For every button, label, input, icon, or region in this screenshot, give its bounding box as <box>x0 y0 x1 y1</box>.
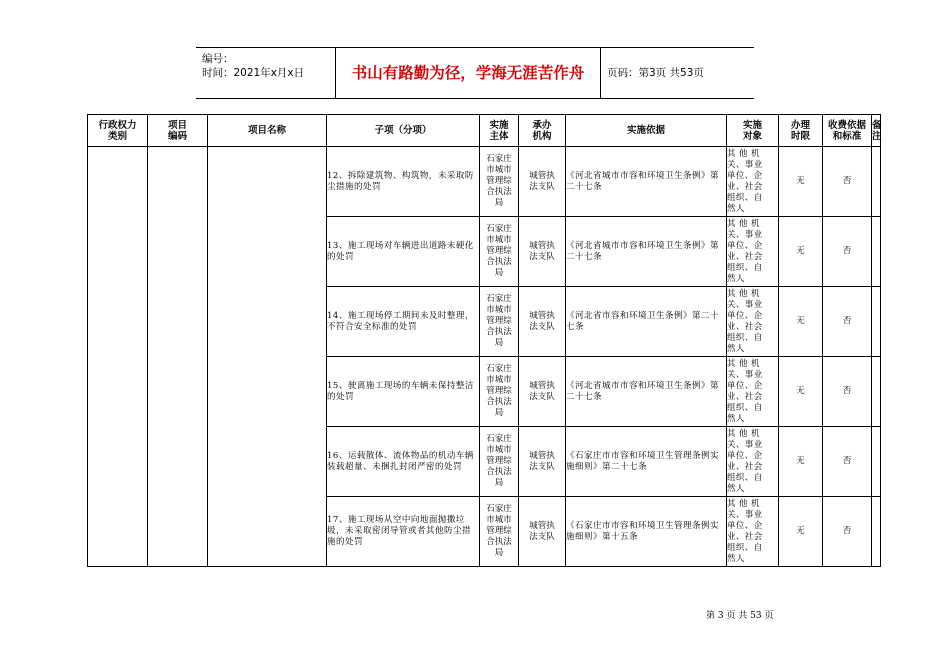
subitem-cell: 12、拆除建筑物、构筑物，未采取防尘措施的处罚 <box>327 147 480 217</box>
header-meta <box>196 48 336 98</box>
page-header <box>196 47 754 99</box>
deadline-cell: 无 <box>779 217 823 287</box>
table-header-row <box>88 115 881 147</box>
remark-cell <box>872 287 881 357</box>
number-label: 编号： <box>202 53 234 65</box>
basis-cell: 《石家庄市市容和环境卫生管理条例实施细则》第二十七条 <box>566 427 727 497</box>
power-list-table <box>87 114 881 567</box>
category-cell <box>88 147 148 567</box>
org-cell: 城管执 法支队 <box>519 147 566 217</box>
col-header-object: 实施 对象 <box>727 115 779 147</box>
subject-cell: 石家庄 市城市 管理综 合执法 局 <box>480 357 519 427</box>
fee-cell: 否 <box>823 147 872 217</box>
table-row <box>88 147 881 217</box>
header-slogan: 书山有路勤为径，学海无涯苦作舟 <box>336 48 601 98</box>
subitem-cell: 15、驶离施工现场的车辆未保持整洁的处罚 <box>327 357 480 427</box>
basis-cell: 《河北省城市市容和环境卫生条例》第二十七条 <box>566 357 727 427</box>
remark-cell <box>872 497 881 567</box>
org-cell: 城管执 法支队 <box>519 427 566 497</box>
col-header-fee: 收费依据 和标准 <box>823 115 872 147</box>
object-cell: 其 他 机 关、事业 单位、企 业、社会 组织、自 然人 <box>727 357 779 427</box>
object-cell: 其 他 机 关、事业 单位、企 业、社会 组织、自 然人 <box>727 427 779 497</box>
deadline-cell: 无 <box>779 147 823 217</box>
subitem-cell: 17、施工现场从空中向地面抛撒垃圾，未采取密闭导管或者其他防尘措施的处罚 <box>327 497 480 567</box>
col-header-code: 项目 编码 <box>148 115 208 147</box>
basis-cell: 《河北省城市市容和环境卫生条例》第二十七条 <box>566 217 727 287</box>
code-cell <box>148 147 208 567</box>
fee-cell: 否 <box>823 427 872 497</box>
object-cell: 其 他 机 关、事业 单位、企 业、社会 组织、自 然人 <box>727 287 779 357</box>
subject-cell: 石家庄 市城市 管理综 合执法 局 <box>480 287 519 357</box>
name-cell <box>208 147 327 567</box>
deadline-cell: 无 <box>779 497 823 567</box>
org-cell: 城管执 法支队 <box>519 497 566 567</box>
object-cell: 其 他 机 关、事业 单位、企 业、社会 组织、自 然人 <box>727 217 779 287</box>
object-cell: 其 他 机 关、事业 单位、企 业、社会 组织、自 然人 <box>727 497 779 567</box>
fee-cell: 否 <box>823 357 872 427</box>
subject-cell: 石家庄 市城市 管理综 合执法 局 <box>480 427 519 497</box>
fee-cell: 否 <box>823 217 872 287</box>
deadline-cell: 无 <box>779 287 823 357</box>
basis-cell: 《河北省城市市容和环境卫生条例》第二十七条 <box>566 147 727 217</box>
subitem-cell: 13、施工现场对车辆进出道路未硬化的处罚 <box>327 217 480 287</box>
col-header-category: 行政权力 类别 <box>88 115 148 147</box>
col-header-basis: 实施依据 <box>566 115 727 147</box>
org-cell: 城管执 法支队 <box>519 357 566 427</box>
col-header-subject: 实施 主体 <box>480 115 519 147</box>
deadline-cell: 无 <box>779 427 823 497</box>
header-page-label: 页码：第3页 共53页 <box>607 67 704 79</box>
org-cell: 城管执 法支队 <box>519 287 566 357</box>
subitem-cell: 16、运载散体、流体物品的机动车辆装载超量、未捆扎封闭严密的处罚 <box>327 427 480 497</box>
col-header-org: 承办 机构 <box>519 115 566 147</box>
org-cell: 城管执 法支队 <box>519 217 566 287</box>
remark-cell <box>872 217 881 287</box>
subject-cell: 石家庄 市城市 管理综 合执法 局 <box>480 147 519 217</box>
remark-cell <box>872 357 881 427</box>
col-header-subitem: 子项（分项） <box>327 115 480 147</box>
subject-cell: 石家庄 市城市 管理综 合执法 局 <box>480 497 519 567</box>
basis-cell: 《河北省市容和环境卫生条例》第二十七条 <box>566 287 727 357</box>
remark-cell <box>872 147 881 217</box>
basis-cell: 《石家庄市市容和环境卫生管理条例实施细则》第十五条 <box>566 497 727 567</box>
col-header-remark: 备 注 <box>872 115 881 147</box>
fee-cell: 否 <box>823 497 872 567</box>
fee-cell: 否 <box>823 287 872 357</box>
remark-cell <box>872 427 881 497</box>
subject-cell: 石家庄 市城市 管理综 合执法 局 <box>480 217 519 287</box>
deadline-cell: 无 <box>779 357 823 427</box>
page-footer: 第 3 页 共 53 页 <box>706 611 774 621</box>
subitem-cell: 14、施工现场停工期间未及时整理，不符合安全标准的处罚 <box>327 287 480 357</box>
object-cell: 其 他 机 关、事业 单位、企 业、社会 组织、自 然人 <box>727 147 779 217</box>
col-header-name: 项目名称 <box>208 115 327 147</box>
time-label: 时间：2021年x月x日 <box>202 67 305 79</box>
col-header-deadline: 办理 时限 <box>779 115 823 147</box>
